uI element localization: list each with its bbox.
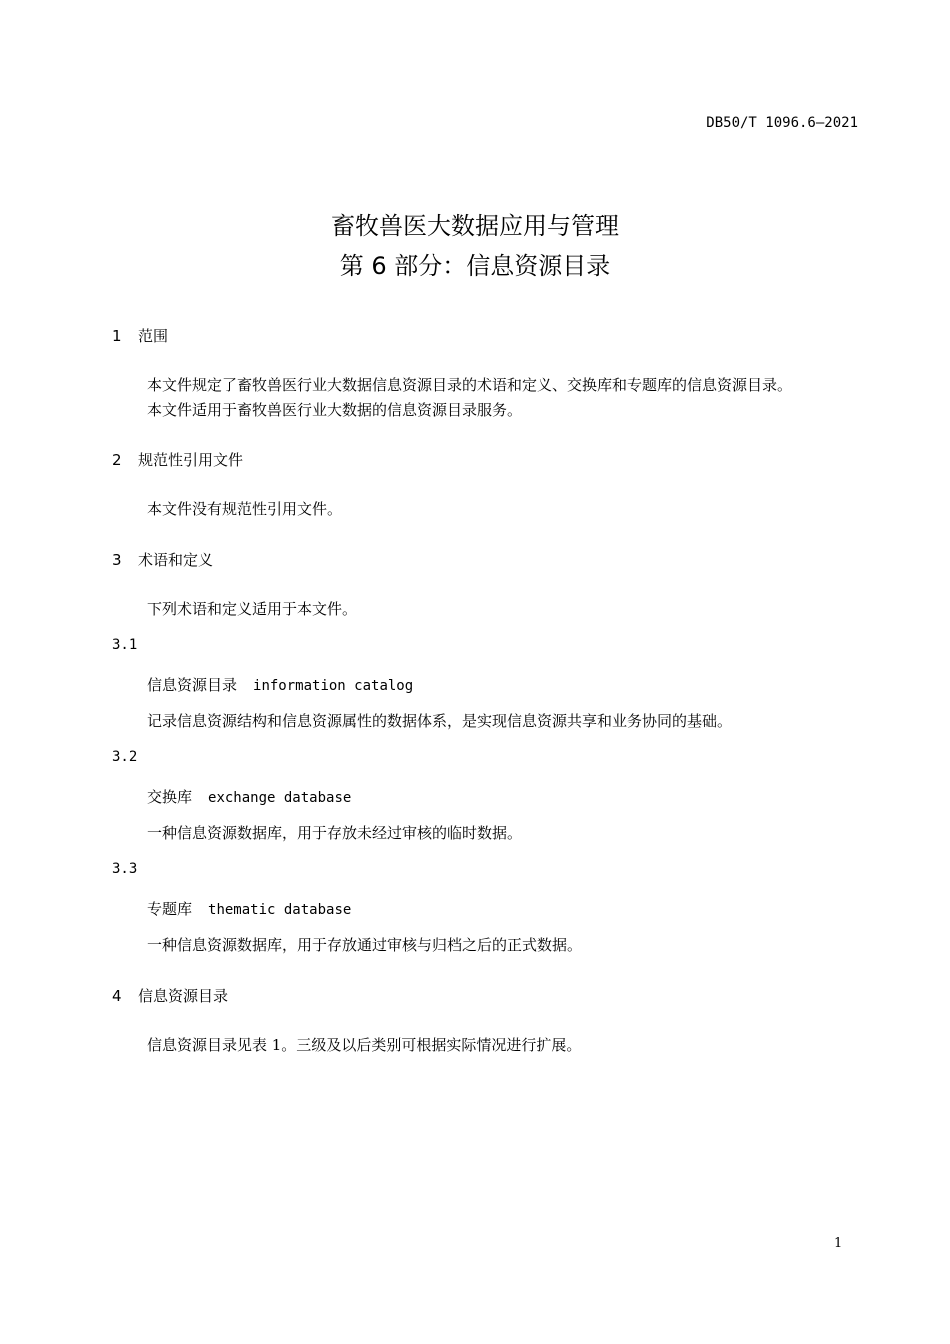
paragraph: 本文件没有规范性引用文件。 bbox=[147, 500, 343, 518]
term-zh: 专题库 bbox=[147, 900, 193, 918]
section-number: 1 bbox=[112, 327, 122, 345]
section-title: 信息资源目录 bbox=[138, 987, 229, 1005]
term-definition: 一种信息资源数据库，用于存放通过审核与归档之后的正式数据。 bbox=[147, 936, 583, 954]
term-number: 3.3 bbox=[112, 861, 138, 877]
term-en: information catalog bbox=[253, 678, 414, 694]
term-en: thematic database bbox=[208, 902, 352, 918]
document-title: 畜牧兽医大数据应用与管理 bbox=[331, 212, 619, 240]
section-number: 2 bbox=[112, 451, 122, 469]
page-number: 1 bbox=[834, 1236, 843, 1251]
term-definition: 一种信息资源数据库，用于存放未经过审核的临时数据。 bbox=[147, 824, 523, 842]
term-entry bbox=[147, 674, 413, 695]
document-subtitle: 第 6 部分：信息资源目录 bbox=[339, 252, 611, 280]
standard-code: DB50/T 1096.6—2021 bbox=[706, 115, 858, 131]
section-title: 术语和定义 bbox=[138, 551, 214, 569]
section-heading-terms bbox=[112, 549, 213, 570]
term-zh: 交换库 bbox=[147, 788, 193, 806]
section-title: 范围 bbox=[138, 327, 169, 345]
paragraph: 本文件适用于畜牧兽医行业大数据的信息资源目录服务。 bbox=[147, 401, 523, 419]
term-entry bbox=[147, 898, 351, 919]
term-en: exchange database bbox=[208, 790, 352, 806]
paragraph: 信息资源目录见表 1。三级及以后类别可根据实际情况进行扩展。 bbox=[147, 1036, 582, 1054]
section-number: 3 bbox=[112, 551, 122, 569]
section-heading-normative-references bbox=[112, 449, 243, 470]
paragraph: 下列术语和定义适用于本文件。 bbox=[147, 600, 358, 618]
term-definition: 记录信息资源结构和信息资源属性的数据体系，是实现信息资源共享和业务协同的基础。 bbox=[147, 712, 733, 730]
term-zh: 信息资源目录 bbox=[147, 676, 238, 694]
term-number: 3.2 bbox=[112, 749, 138, 765]
paragraph: 本文件规定了畜牧兽医行业大数据信息资源目录的术语和定义、交换库和专题库的信息资源目录。 bbox=[147, 376, 793, 394]
section-number: 4 bbox=[112, 987, 122, 1005]
section-heading-scope bbox=[112, 325, 168, 346]
section-heading-catalog bbox=[112, 985, 228, 1006]
term-number: 3.1 bbox=[112, 637, 138, 653]
term-entry bbox=[147, 786, 351, 807]
section-title: 规范性引用文件 bbox=[138, 451, 244, 469]
